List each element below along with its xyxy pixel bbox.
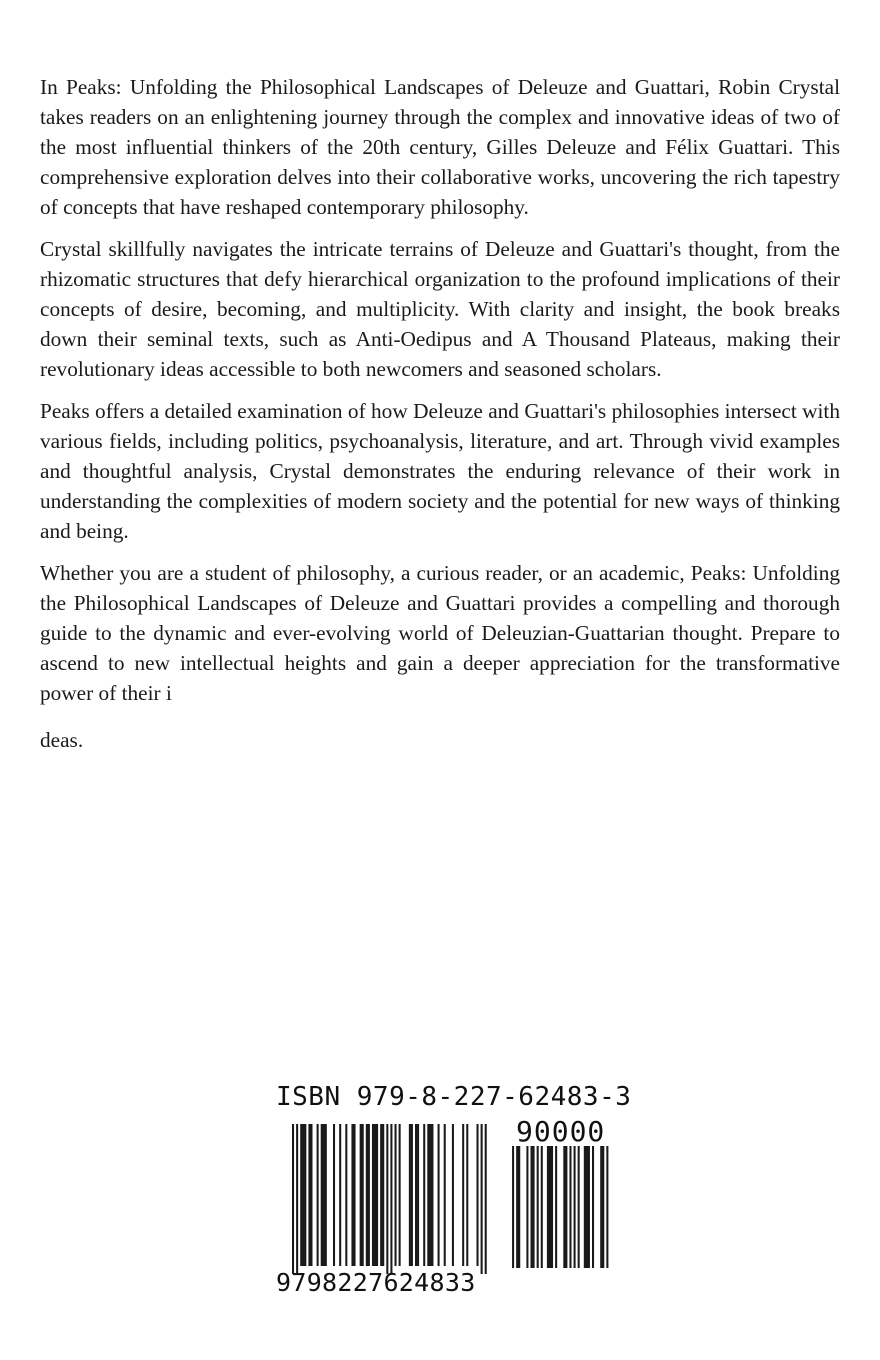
barcode-bar — [481, 1124, 483, 1274]
barcode-bar — [345, 1124, 347, 1266]
back-cover-description — [40, 72, 840, 767]
barcode-bar — [409, 1124, 413, 1266]
barcode-bar — [300, 1124, 306, 1266]
barcode-bar — [526, 1146, 528, 1268]
barcode-bar — [372, 1124, 378, 1266]
description-paragraph-3: Peaks offers a detailed examination of how Deleuze and Guattari's philosophies intersect with various fields, including politics, psychoanalysis, literature, and art. Through vivid examples and thoughtful analysis, Crystal demonstrates the enduring relevance of their work in understanding the complexities of modern society and the potential for new ways of thinking and being. — [40, 399, 840, 543]
ean-digits: 9798227624833 — [276, 1268, 476, 1297]
barcode-bar — [427, 1124, 433, 1266]
barcode-bar — [366, 1124, 370, 1266]
barcode-bar — [423, 1124, 425, 1266]
barcode-bar — [466, 1124, 468, 1266]
barcode-bar — [339, 1124, 341, 1266]
description-paragraph-2: Crystal skillfully navigates the intricate terrains of Deleuze and Guattari's thought, from the rhizomatic structures that defy hierarchical organization to the profound implications of their concepts of desire, becoming, and multiplicity. With clarity and insight, the book breaks down their seminal texts, such as Anti-Oedipus and A Thousand Plateaus, making their revolutionary ideas accessible to both newcomers and seasoned scholars. — [40, 237, 840, 381]
barcode-bar — [321, 1124, 327, 1266]
barcode-bar — [380, 1124, 384, 1266]
barcode-bar — [592, 1146, 594, 1268]
isbn-barcode — [270, 1080, 632, 1300]
barcode-bars — [270, 1080, 620, 1300]
isbn-label: ISBN 979-8-227-62483-3 — [276, 1082, 632, 1112]
barcode-bar — [296, 1124, 298, 1274]
barcode-bar — [308, 1124, 312, 1266]
barcode-bar — [477, 1124, 479, 1266]
barcode-bar — [547, 1146, 553, 1268]
barcode-bar — [444, 1124, 446, 1266]
barcode-bar — [415, 1124, 419, 1266]
barcode-bar — [351, 1124, 355, 1266]
addon-price-code: 90000 — [516, 1115, 606, 1148]
barcode-bar — [600, 1146, 604, 1268]
barcode-bar — [563, 1146, 567, 1268]
barcode-bar — [555, 1146, 557, 1268]
barcode-bar — [317, 1124, 319, 1266]
barcode-bar — [578, 1146, 580, 1268]
barcode-bar — [395, 1124, 397, 1266]
barcode-bar — [531, 1146, 535, 1268]
barcode-bar — [516, 1146, 520, 1268]
barcode-bar — [386, 1124, 388, 1274]
description-paragraph-4: Whether you are a student of philosophy, a curious reader, or an academic, Peaks: Unfolding the Philosophical Landscapes of Deleuze and Guattari provides a compelling and thorough guide to the dynamic and ever-evolving world of Deleuzian-Guattarian thought. Prepare to ascend to new intellectual heights and gain a deeper appreciation for the transformative power of their i — [40, 561, 840, 705]
barcode-bar — [574, 1146, 576, 1268]
barcode-bar — [438, 1124, 440, 1266]
barcode-bar — [333, 1124, 335, 1266]
ean5-addon-bars — [512, 1146, 608, 1268]
barcode-bar — [512, 1146, 514, 1268]
barcode-bar — [360, 1124, 364, 1266]
barcode-bar — [485, 1124, 487, 1274]
barcode-bar — [399, 1124, 401, 1266]
barcode-bar — [541, 1146, 543, 1268]
barcode-bar — [292, 1124, 294, 1274]
barcode-bar — [537, 1146, 539, 1268]
barcode-bar — [452, 1124, 454, 1266]
ean13-main-bars — [292, 1124, 487, 1274]
barcode-bar — [390, 1124, 392, 1274]
barcode-bar — [606, 1146, 608, 1268]
description-paragraph-1: In Peaks: Unfolding the Philosophical Landscapes of Deleuze and Guattari, Robin Crystal takes readers on an enlightening journey through the complex and innovative ideas of two of the most influential thinkers of the 20th century, Gilles Deleuze and Félix Guattari. This comprehensive exploration delves into their collaborative works, uncovering the rich tapestry of concepts that have reshaped contemporary philosophy. — [40, 75, 840, 219]
barcode-bar — [584, 1146, 590, 1268]
barcode-bar — [462, 1124, 464, 1266]
description-trailing-fragment: deas. — [40, 728, 84, 752]
barcode-bar — [569, 1146, 571, 1268]
